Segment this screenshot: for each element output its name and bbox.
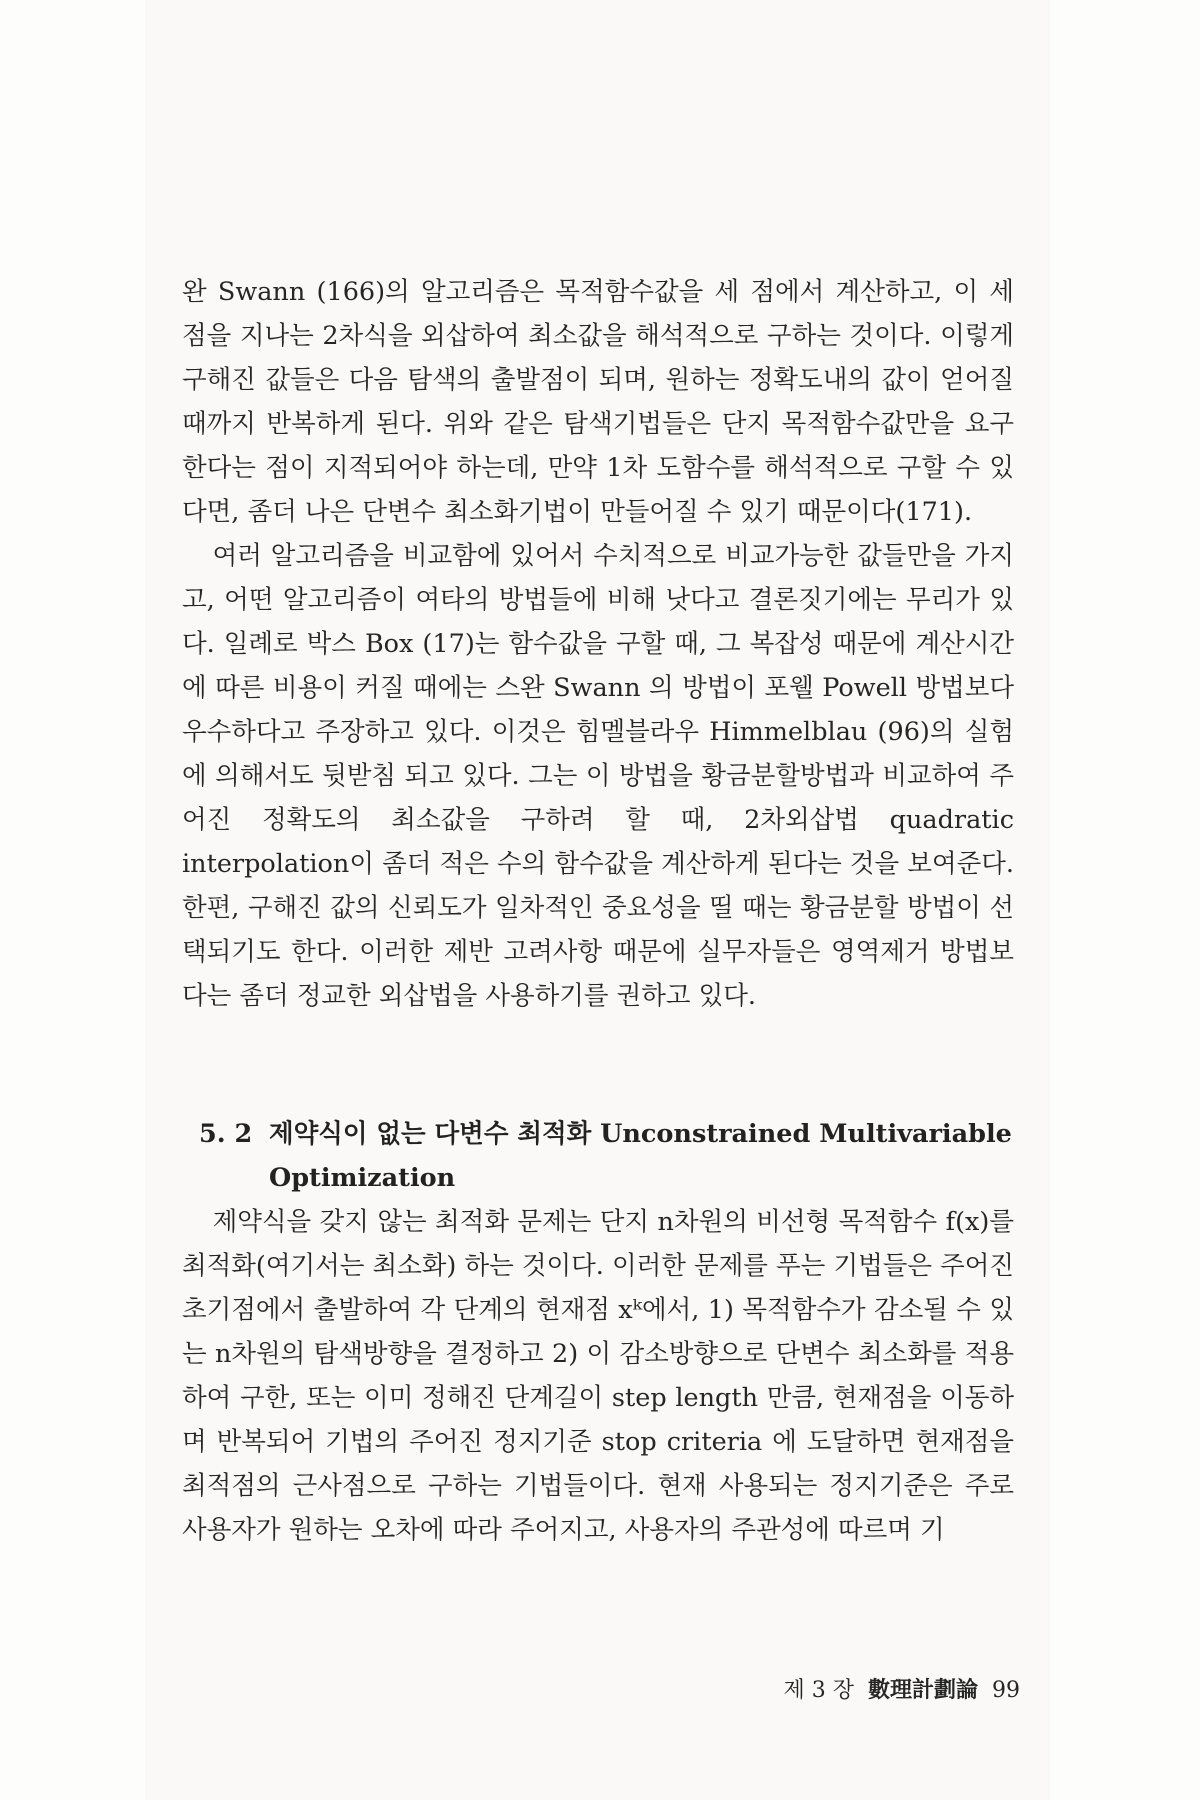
page-number: 99	[992, 1678, 1020, 1703]
page-footer	[700, 1673, 1020, 1704]
footer-chapter: 제 3 장	[783, 1678, 854, 1703]
paragraph-3: 제약식을 갖지 않는 최적화 문제는 단지 n차원의 비선형 목적함수 f(x)를 최적화(여기서는 최소화) 하는 것이다. 이러한 문제를 푸는 기법들은 주어진 초기점에서 출발하여 각 단계의 현재점 xᵏ에서, 1) 목적함수가 감소될 수 있는 n차원의 탐색방향을 결정하고 2) 이 감소방향으로 단변수 최소화를 적용하여 구한, 또는 이미 정해진 단계길이 step length 만큼, 현재점을 이동하며 반복되어 기법의 주어진 정지기준 stop criteria 에 도달하면 현재점을 최적점의 근사점으로 구하는 기법들이다. 현재 사용되는 정지기준은 주로 사용자가 원하는 오차에 따라 주어지고, 사용자의 주관성에 따르며 기	[182, 1207, 1014, 1545]
footer-book-title: 數理計劃論	[867, 1677, 978, 1703]
section-title-line-1: 제약식이 없는 다변수 최적화 Unconstrained Multivariable	[269, 1119, 1012, 1149]
section-number: 5. 2	[199, 1119, 253, 1149]
body-text-lower	[182, 1200, 1014, 1552]
paragraph-2: 여러 알고리즘을 비교함에 있어서 수치적으로 비교가능한 값들만을 가지고, 어떤 알고리즘이 여타의 방법들에 비해 낫다고 결론짓기에는 무리가 있다. 일례로 박스 Box (17)는 함수값을 구할 때, 그 복잡성 때문에 계산시간에 따른 비용이 커질 때에는 스완 Swann 의 방법이 포웰 Powell 방법보다 우수하다고 주장하고 있다. 이것은 힘멜블라우 Himmelblau (96)의 실험에 의해서도 뒷받침 되고 있다. 그는 이 방법을 황금분할방법과 비교하여 주어진 정확도의 최소값을 구하려 할 때, 2차외삽법 quadratic interpolation이 좀더 적은 수의 함수값을 계산하게 된다는 것을 보여준다. 한편, 구해진 값의 신뢰도가 일차적인 중요성을 띨 때는 황금분할 방법이 선택되기도 한다. 이러한 제반 고려사항 때문에 실무자들은 영역제거 방법보다는 좀더 정교한 외삽법을 사용하기를 권하고 있다.	[182, 541, 1014, 1011]
paragraph-1: 완 Swann (166)의 알고리즘은 목적함수값을 세 점에서 계산하고, 이 세 점을 지나는 2차식을 외삽하여 최소값을 해석적으로 구하는 것이다. 이렇게 구해진 값들은 다음 탐색의 출발점이 되며, 원하는 정확도내의 값이 얻어질 때까지 반복하게 된다. 위와 같은 탐색기법들은 단지 목적함수값만을 요구한다는 점이 지적되어야 하는데, 만약 1차 도함수를 해석적으로 구할 수 있다면, 좀더 나은 단변수 최소화기법이 만들어질 수 있기 때문이다(171).	[182, 277, 1014, 527]
body-text-upper	[182, 270, 1014, 1018]
section-heading	[199, 1112, 1014, 1200]
section-title-line-2: Optimization	[269, 1163, 456, 1193]
